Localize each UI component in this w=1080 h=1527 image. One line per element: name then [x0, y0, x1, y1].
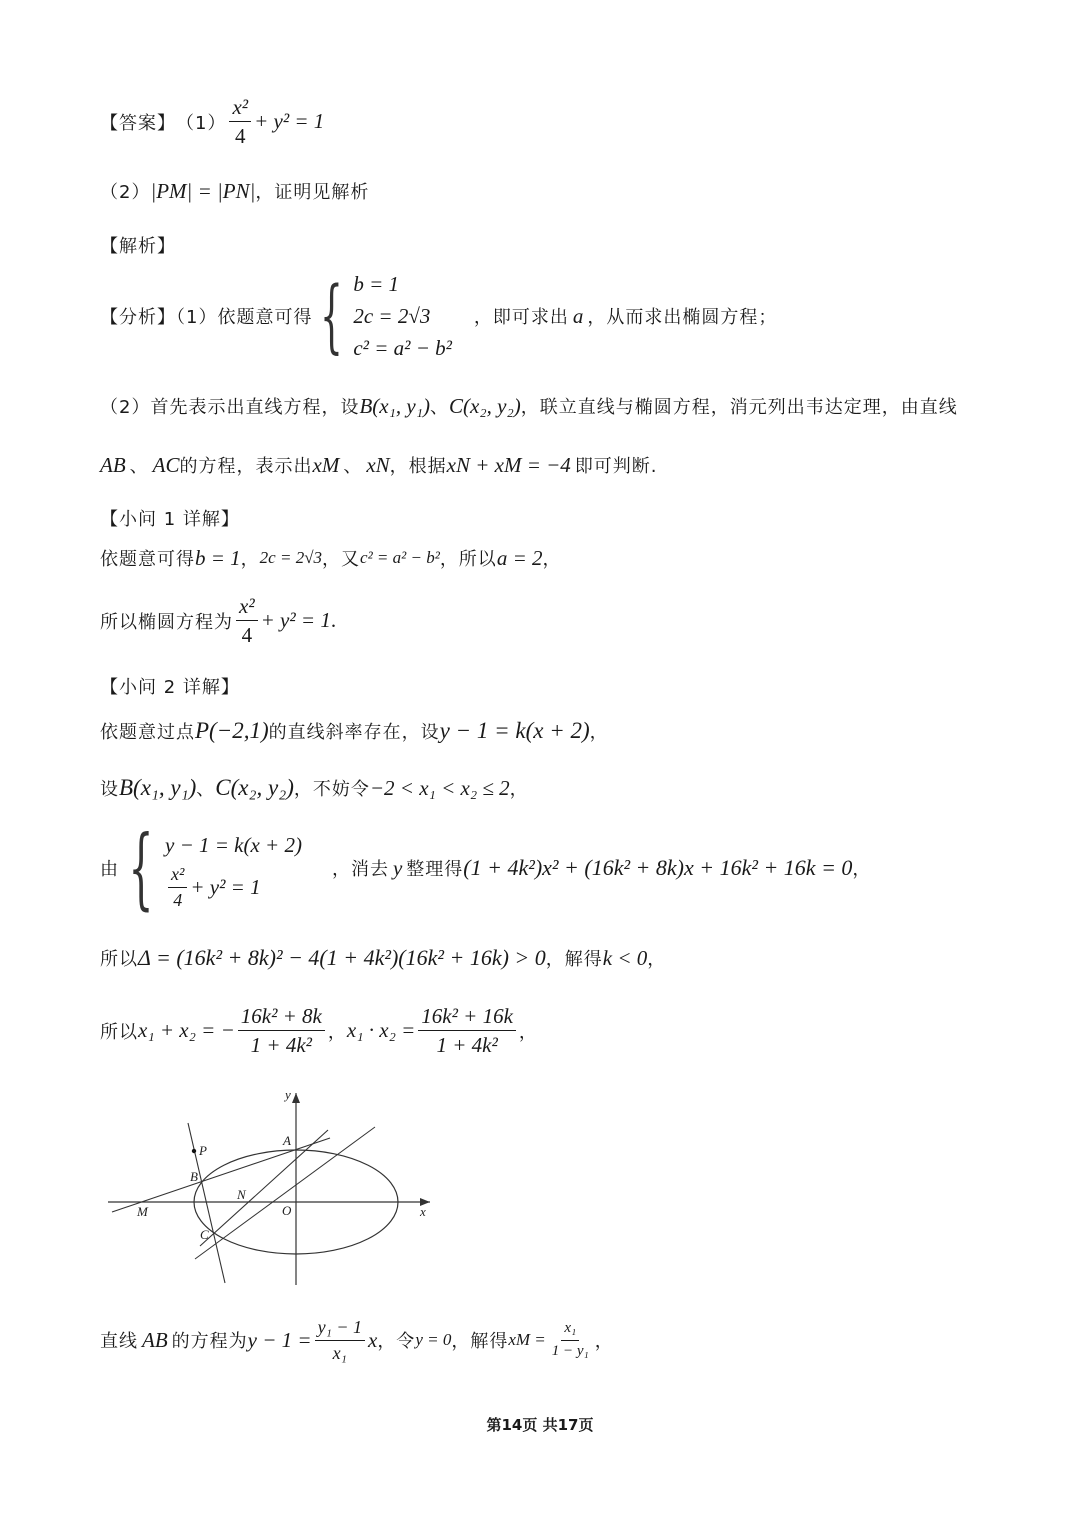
- q2-line3: 由 { y − 1 = k(x + 2) $\frac{\text{x²}}{4}$ + y² = 1 ，消去 y 整理得 (1 + 4k²)x² + (16k² + 8k)x + 16k² + 16k = 0 ，: [100, 816, 872, 920]
- analysis-part1: 【分析】（1）依题意可得 { b = 1 2c = 2√3 c² = a² − b² ，即可求出 a ，从而求出椭圆方程；: [100, 269, 778, 362]
- line-ab: [112, 1138, 330, 1212]
- label-o: O: [282, 1203, 292, 1218]
- label-n: N: [237, 1187, 246, 1202]
- q2-line5: 所以 x₁ + x₂ = − $\frac{\text{16k² + 8k}}{\text{1 + 4k²}}$ ， x₁ · x₂ = $\frac{\text{16k² + 16k}}{\text{1 + 4k²}}$ ，: [100, 1004, 538, 1058]
- q2-line2: 设 B(x₁, y₁) 、 C(x₂, y₂) ，不妨令 −2 < x₁ < x₂ ≤ 2 ，: [100, 775, 529, 800]
- label-p: P: [199, 1143, 207, 1158]
- last-line: 直线 AB 的方程为 y − 1 = $\frac{\text{y₁ − 1}}{\text{x₁}}$ x ，令 y = 0 ，解得 xM = $\frac{\text{x₁}}{\text{1 − y₁}}$ ，: [100, 1317, 614, 1363]
- line-ac: [200, 1130, 328, 1246]
- q2-label: 【小问 2 详解】: [100, 677, 240, 698]
- page-footer: 第14页 共17页: [486, 1416, 594, 1434]
- q2-line1: 依题意过点 P(−2,1) 的直线斜率存在，设 y − 1 = k(x + 2) ，: [100, 718, 609, 743]
- label-m: M: [137, 1204, 148, 1219]
- label-c: C: [200, 1227, 209, 1242]
- analysis-label: 【解析】: [100, 236, 176, 257]
- answer-label: 【答案】: [100, 112, 176, 134]
- label-x: x: [420, 1204, 426, 1219]
- analysis-part2-line2: AB 、 AC 的方程，表示出 xM 、 xN ，根据 xN + xM = −4 即可判断.: [100, 452, 658, 477]
- label-a: A: [283, 1133, 291, 1148]
- point-p: [192, 1149, 196, 1153]
- q1-line1: 依题意可得 b = 1 ， 2c = 2√3 ，又 c² = a² − b² ，所以 a = 2 ，: [100, 545, 562, 570]
- ellipse-fraction: $\frac{\text{x²}}{4}$: [229, 95, 251, 148]
- answer-part2: （2） |PM| = |PN| ，证明见解析: [100, 178, 370, 203]
- answer-part1: 【答案】 （1） $\frac{\text{x²}}{4}$ + y² = 1: [100, 95, 325, 149]
- equation-system: b = 1 2c = 2√3 c² = a² − b²: [353, 272, 452, 360]
- label-b: B: [190, 1169, 198, 1184]
- q1-line2: 所以椭圆方程为 $\frac{\text{x²}}{4}$ + y² = 1 .: [100, 594, 337, 648]
- analysis-part2-line1: （2）首先表示出直线方程，设 B(x₁, y₁) 、 C(x₂, y₂) ，联立直线与椭圆方程，消元列出韦达定理，由直线: [100, 393, 958, 418]
- q1-label: 【小问 1 详解】: [100, 509, 240, 530]
- ellipse-figure: [100, 1085, 440, 1295]
- system-brace: {: [320, 269, 344, 362]
- y-axis-arrow: [292, 1093, 300, 1103]
- label-y: y: [285, 1087, 291, 1102]
- q2-line4: 所以 Δ = (16k² + 8k)² − 4(1 + 4k²)(16k² + 16k) > 0 ，解得 k < 0 ，: [100, 945, 667, 970]
